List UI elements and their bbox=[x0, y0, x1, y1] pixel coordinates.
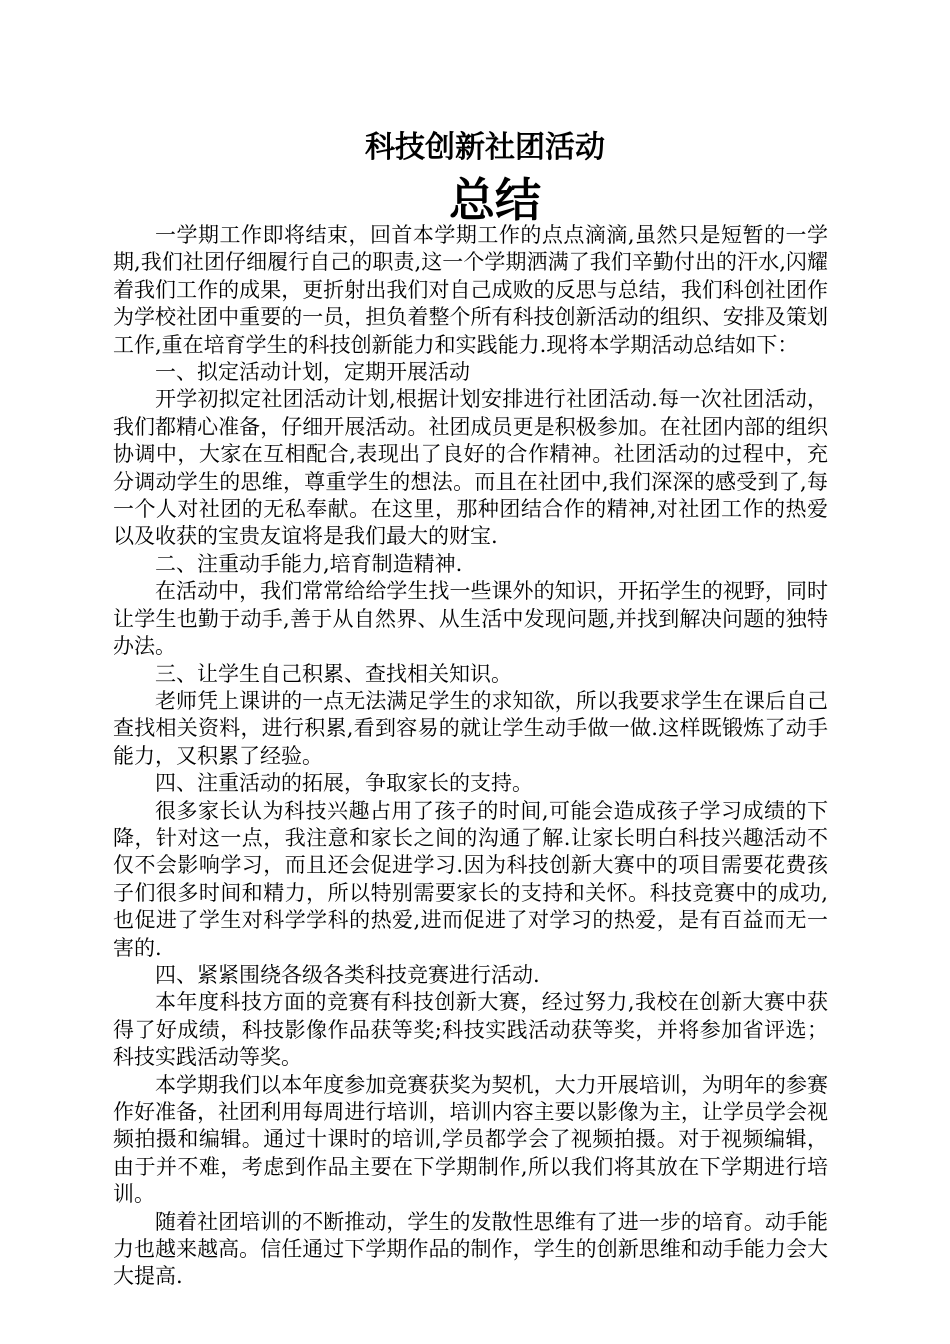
section-heading-3: 三、让学生自己积累、查找相关知识。 bbox=[155, 661, 512, 686]
paragraph-7: 随着社团培训的不断推动，学生的发散性思维有了进一步的培育。动手能力也越来越高。信任通过下学期作品的制作，学生的创新思维和动手能力会大大提高. bbox=[113, 1209, 828, 1289]
paragraph-2: 在活动中，我们常常给给学生找一些课外的知识，开拓学生的视野，同时让学生也勤于动手,善于从自然界、从生活中发现问题,并找到解决问题的独特办法。 bbox=[113, 579, 828, 659]
document-body bbox=[113, 222, 828, 1291]
paragraph-1: 开学初拟定社团活动计划,根据计划安排进行社团活动.每一次社团活动，我们都精心准备，仔细开展活动。社团成员更是积极参加。在社团内部的组织协调中，大家在互相配合,表现出了良好的合作精神。社团活动的过程中，充分调动学生的思维，尊重学生的想法。而且在社团中,我们深深的感受到了,每一个人对社团的无私奉献。在这里，那种团结合作的精神,对社团工作的热爱以及收获的宝贵友谊将是我们最大的财宝. bbox=[113, 387, 828, 549]
paragraph-5: 本年度科技方面的竞赛有科技创新大赛，经过努力,我校在创新大赛中获得了好成绩，科技影像作品获等奖;科技实践活动获等奖，并将参加省评选；科技实践活动等奖。 bbox=[113, 990, 828, 1070]
document-title: 科技创新社团活动 bbox=[365, 130, 605, 165]
paragraph-4: 很多家长认为科技兴趣占用了孩子的时间,可能会造成孩子学习成绩的下降，针对这一点，我注意和家长之间的沟通了解.让家长明白科技兴趣活动不仅不会影响学习，而且还会促进学习.因为科技创新大赛中的项目需要花费孩子们很多时间和精力，所以特别需要家长的支持和关怀。科技竞赛中的成功,也促进了学生对科学学科的热爱,进而促进了对学习的热爱，是有百益而无一害的. bbox=[113, 798, 828, 960]
section-heading-5: 四、紧紧围绕各级各类科技竞赛进行活动. bbox=[155, 962, 540, 987]
section-heading-1: 一、拟定活动计划，定期开展活动 bbox=[155, 360, 470, 385]
section-heading-4: 四、注重活动的拓展，争取家长的支持。 bbox=[155, 771, 533, 796]
section-heading-2: 二、注重动手能力,培育制造精神. bbox=[155, 551, 463, 576]
document-subtitle: 总结 bbox=[449, 173, 541, 227]
paragraph-intro: 一学期工作即将结束，回首本学期工作的点点滴滴,虽然只是短暂的一学期,我们社团仔细履行自己的职责,这一个学期洒满了我们辛勤付出的汗水,闪耀着我们工作的成果，更折射出我们对自己成败的反思与总结，我们科创社团作为学校社团中重要的一员，担负着整个所有科技创新活动的组织、安排及策划工作,重在培育学生的科技创新能力和实践能力.现将本学期活动总结如下： bbox=[113, 223, 828, 357]
paragraph-3: 老师凭上课讲的一点无法满足学生的求知欲，所以我要求学生在课后自己查找相关资料，进行积累,看到容易的就让学生动手做一做.这样既锻炼了动手能力，又积累了经验。 bbox=[113, 688, 828, 768]
paragraph-6: 本学期我们以本年度参加竞赛获奖为契机，大力开展培训，为明年的参赛作好准备，社团利用每周进行培训，培训内容主要以影像为主，让学员学会视频拍摄和编辑。通过十课时的培训,学员都学会了视频拍摄。对于视频编辑，由于并不难，考虑到作品主要在下学期制作,所以我们将其放在下学期进行培训。 bbox=[113, 1072, 828, 1207]
